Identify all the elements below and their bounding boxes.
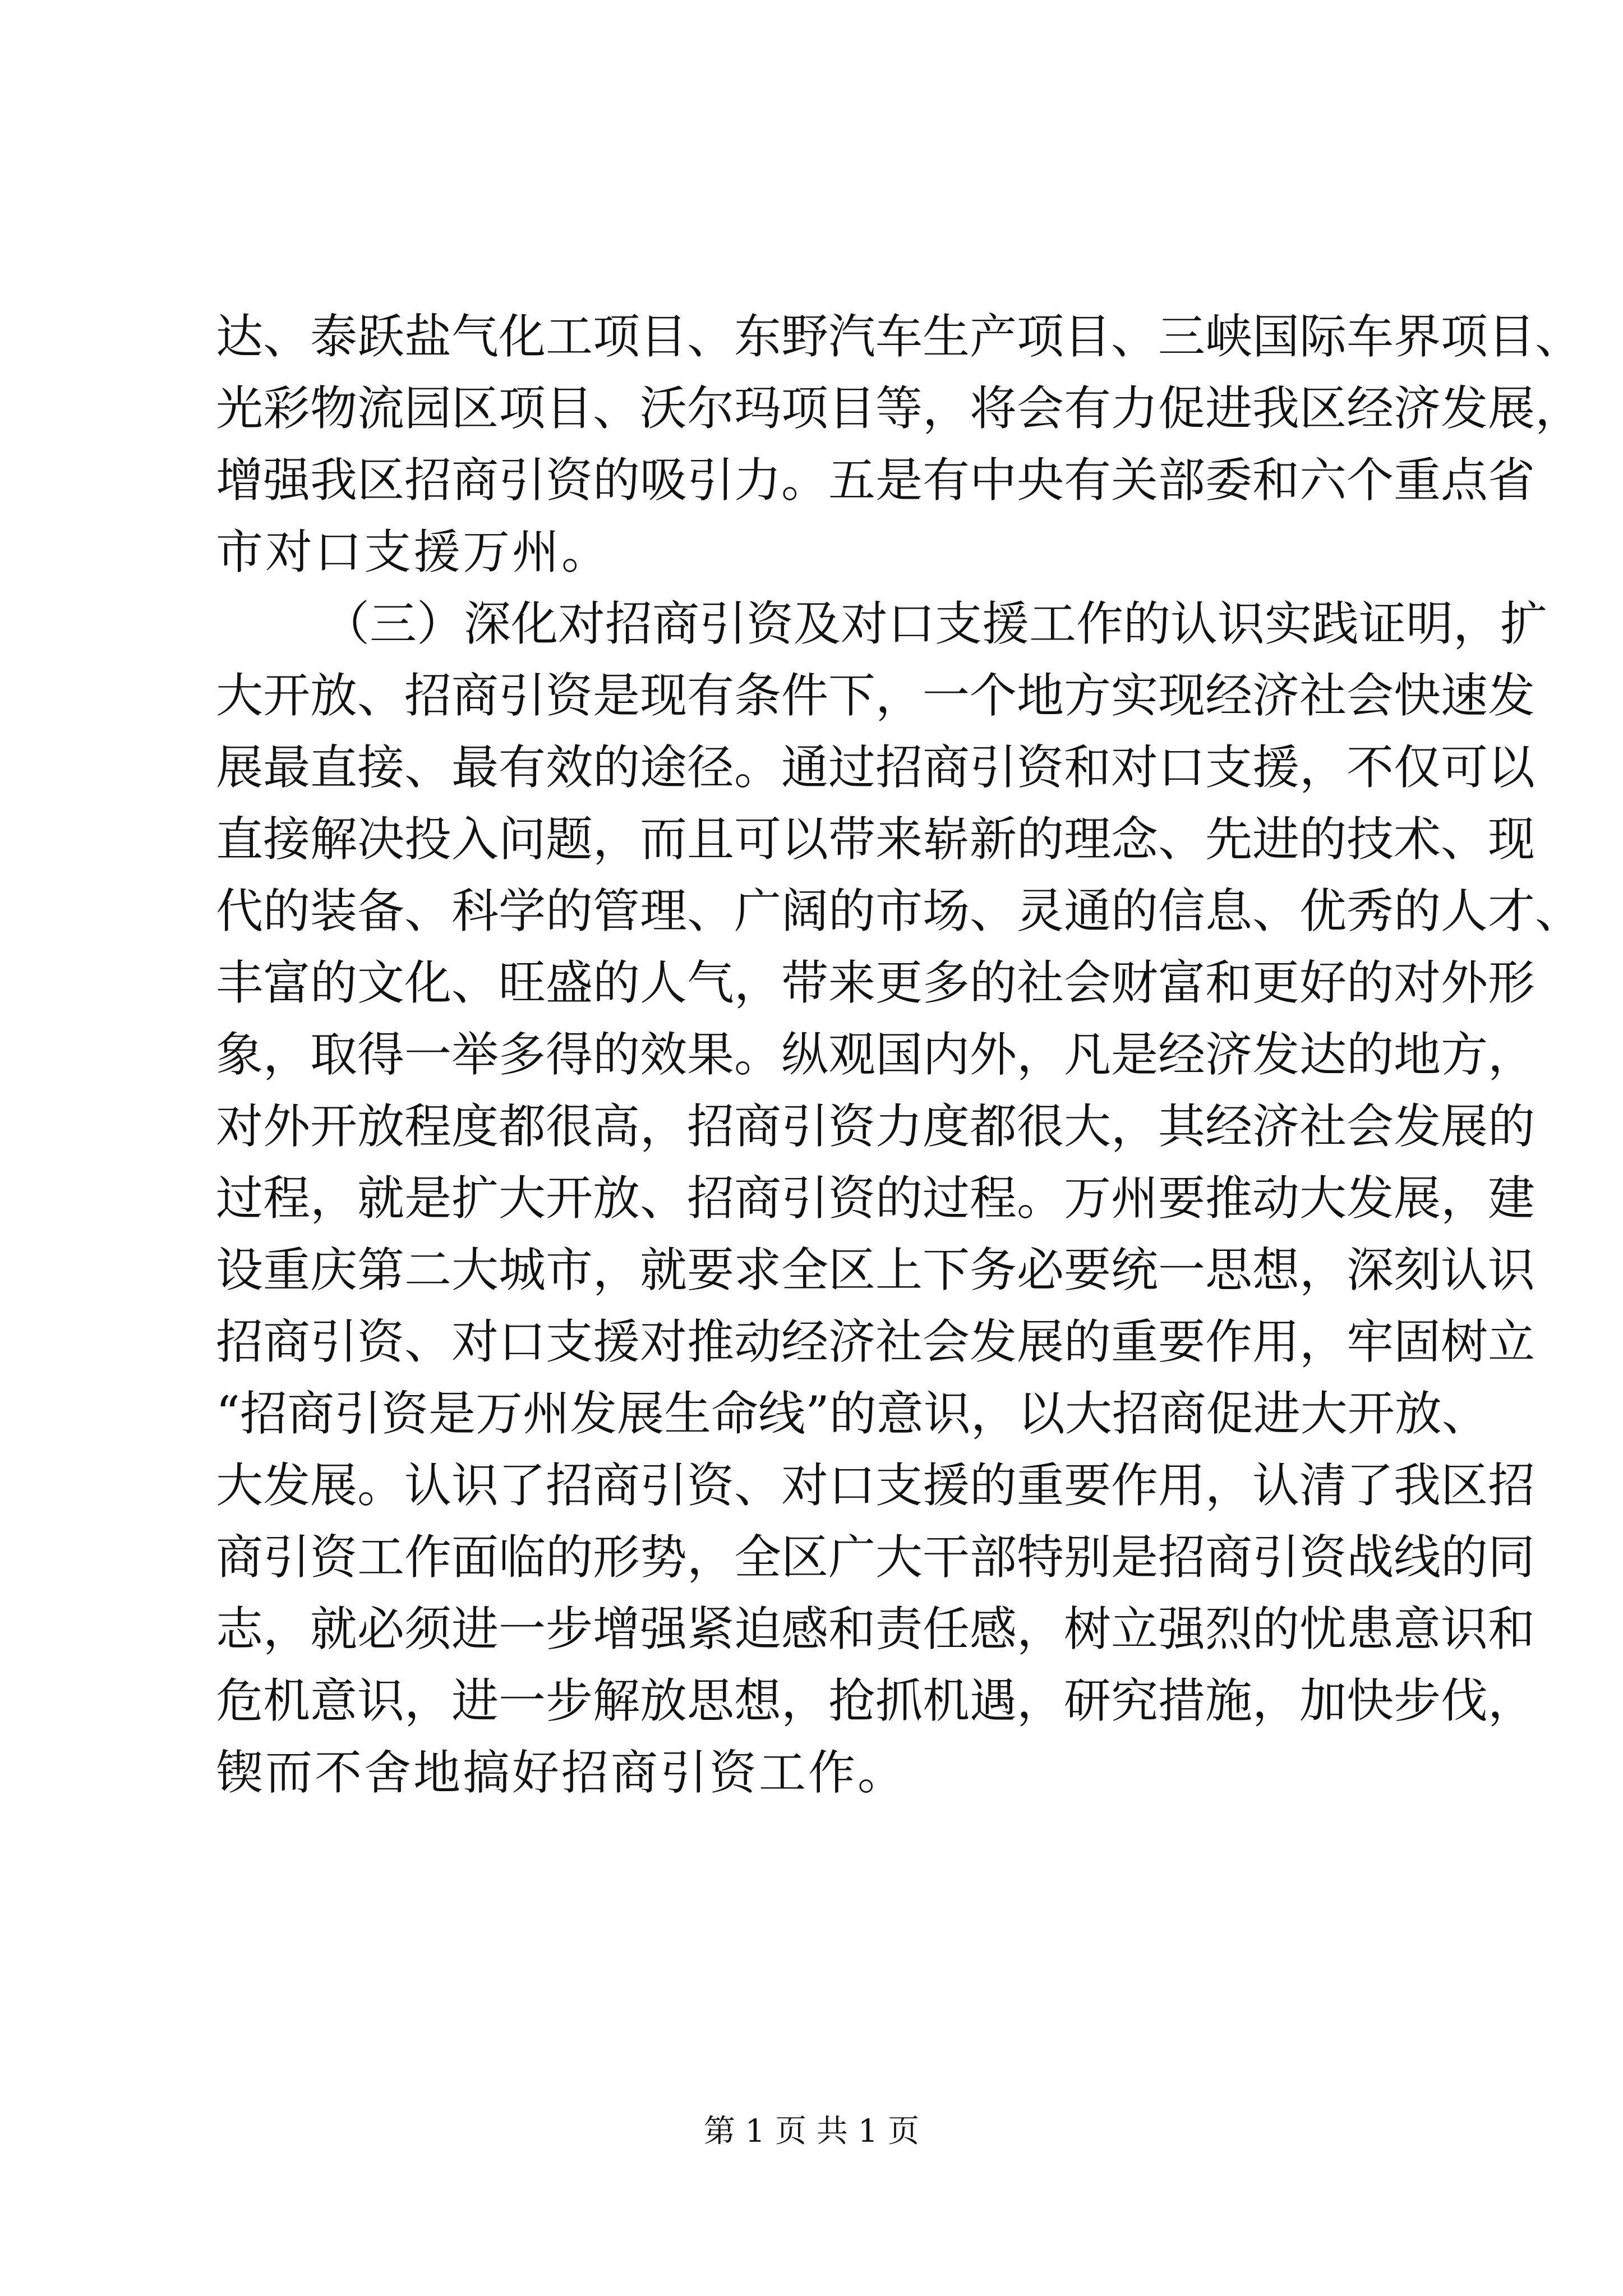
text-line: “招商引资是万州发展生命线”的意识，以大招商促进大开放、 [216,1386,1489,1441]
text-line: 过程，就是扩大开放、招商引资的过程。万州要推动大发展，建 [216,1171,1536,1226]
text-line: 市对口支援万州。 [216,524,611,579]
page-number-footer: 第 1 页 共 1 页 [703,2113,920,2150]
text-line: 危机意识，进一步解放思想，抢抓机遇，研究措施，加快步伐， [216,1673,1536,1728]
text-line: 锲而不舍地搞好招商引资工作。 [216,1745,907,1800]
text-line: 代的装备、科学的管理、广阔的市场、灵通的信息、优秀的人才、 [216,884,1583,938]
text-line: 设重庆第二大城市，就要求全区上下务必要统一思想，深刻认识 [216,1243,1536,1297]
text-line: 大发展。认识了招商引资、对口支援的重要作用，认清了我区招 [216,1458,1536,1513]
text-line: 增强我区招商引资的吸引力。五是有中央有关部委和六个重点省 [216,453,1536,508]
text-line: 展最直接、最有效的途径。通过招商引资和对口支援，不仅可以 [216,740,1536,795]
text-line: 大开放、招商引资是现有条件下，一个地方实现经济社会快速发 [216,668,1536,723]
text-line: 商引资工作面临的形势，全区广大干部特别是招商引资战线的同 [216,1530,1536,1585]
text-line: 志，就必须进一步增强紧迫感和责任感，树立强烈的忧患意识和 [216,1602,1536,1657]
text-line: 对外开放程度都很高，招商引资力度都很大，其经济社会发展的 [216,1099,1536,1154]
text-line: 象，取得一举多得的效果。纵观国内外，凡是经济发达的地方， [216,1027,1536,1082]
text-line: 丰富的文化、旺盛的人气，带来更多的社会财富和更好的对外形 [216,955,1536,1010]
paragraph-heading-line: （三）深化对招商引资及对口支援工作的认识实践证明，扩 [322,596,1548,651]
text-line: 达、泰跃盐气化工项目、东野汽车生产项目、三峡国际车界项目、 [216,309,1583,364]
text-line: 光彩物流园区项目、沃尔玛项目等，将会有力促进我区经济发展， [216,381,1583,436]
text-line: 招商引资、对口支援对推动经济社会发展的重要作用，牢固树立 [216,1314,1536,1369]
text-line: 直接解决投入问题，而且可以带来崭新的理念、先进的技术、现 [216,812,1536,867]
